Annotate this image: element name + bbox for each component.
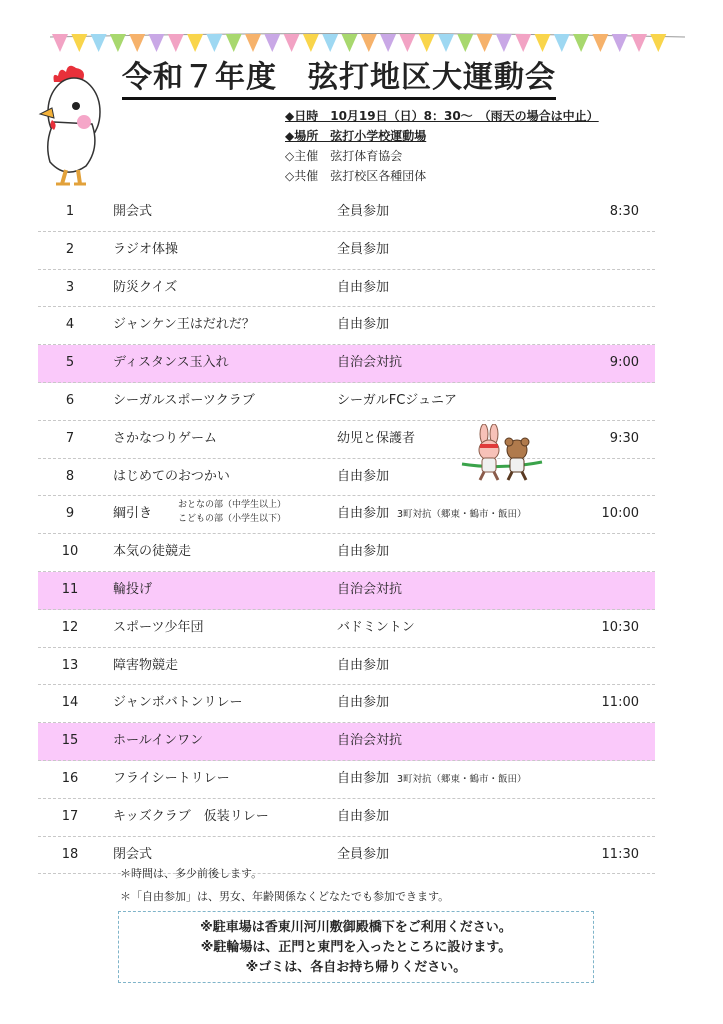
event-number: 3 <box>65 279 75 295</box>
event-name: 障害物競走 <box>113 657 179 673</box>
division-child: こどもの部（小学生以下） <box>178 514 287 525</box>
event-time: 9:00 <box>609 355 639 371</box>
chicken-mascot-icon <box>36 62 116 187</box>
pennant-flag <box>419 34 435 52</box>
pennant-flag <box>554 34 570 52</box>
pennant-flag <box>264 34 280 52</box>
event-category <box>337 383 457 420</box>
pennant-garland <box>0 0 723 60</box>
event-co-organizer: ◇共催 弦打校区各種団体 <box>285 169 427 183</box>
event-category-label: 自由参加 <box>337 770 390 786</box>
pennant-flag <box>187 34 203 52</box>
event-category <box>337 610 415 647</box>
schedule-row <box>38 496 655 534</box>
pennant-flag <box>226 34 242 52</box>
event-name: シーガルスポーツクラブ <box>113 392 255 408</box>
event-category <box>337 421 415 458</box>
event-category-label: シーガルFCジュニア <box>337 392 458 408</box>
footnote-free-participation: ＊「自由参加」は、男女、年齢関係なくどなたでも参加できます。 <box>120 890 450 903</box>
pennant-flag <box>129 34 145 52</box>
program-schedule <box>38 194 655 874</box>
event-number: 7 <box>65 430 75 446</box>
event-note: 3町対抗（郷東・鶴市・飯田） <box>397 509 527 521</box>
event-time: 10:00 <box>601 506 639 522</box>
schedule-row <box>38 459 655 497</box>
event-category <box>337 496 527 533</box>
event-category-label: 自治会対抗 <box>337 355 403 371</box>
event-category-label: 幼児と保護者 <box>337 430 416 446</box>
event-number: 12 <box>61 619 79 635</box>
event-name: ジャンケン王はだれだ？ <box>113 317 255 333</box>
event-time: 10:30 <box>601 619 639 635</box>
event-number: 2 <box>65 241 75 257</box>
event-name: ディスタンス玉入れ <box>113 355 229 371</box>
pennant-flag <box>380 34 396 52</box>
event-place: ◆場所 弦打小学校運動場 <box>285 129 427 143</box>
event-category <box>337 799 389 836</box>
event-number: 4 <box>65 317 75 333</box>
event-date: ◆日時 10月19日（日）8：30～ （雨天の場合は中止） <box>285 109 599 123</box>
event-category <box>337 307 389 344</box>
event-category <box>337 270 389 307</box>
event-number: 11 <box>61 581 79 597</box>
schedule-row <box>38 383 655 421</box>
schedule-row <box>38 194 655 232</box>
pennant-flag <box>438 34 454 52</box>
notice-parking: ※駐車場は香東川河川敷御殿橋下をご利用ください。 <box>200 920 512 935</box>
schedule-row <box>38 534 655 572</box>
pennant-flag <box>206 34 222 52</box>
event-category-label: 全員参加 <box>337 204 390 219</box>
schedule-row <box>38 685 655 723</box>
schedule-row <box>38 572 655 610</box>
event-number: 10 <box>61 544 79 560</box>
event-name: フライシートリレー <box>113 770 230 786</box>
pennant-flag <box>399 34 415 52</box>
event-category <box>337 534 389 571</box>
event-name: 綱引き <box>113 506 153 522</box>
pennant-flag <box>612 34 628 52</box>
event-category-label: 全員参加 <box>337 241 390 257</box>
pennant-flag <box>110 34 126 52</box>
pennant-flag <box>361 34 377 52</box>
event-category-label: 自由参加 <box>337 695 390 711</box>
event-name: ラジオ体操 <box>113 241 179 257</box>
event-number: 16 <box>61 770 79 786</box>
division-adult: おとなの部（中学生以上） <box>178 500 287 511</box>
event-name: キッズクラブ 仮装リレー <box>113 808 269 824</box>
pennant-flag <box>592 34 608 52</box>
schedule-row <box>38 307 655 345</box>
pennant-flag <box>71 34 87 52</box>
event-number: 6 <box>65 392 75 408</box>
event-organizer: ◇主催 弦打体育協会 <box>285 149 403 163</box>
page-title: 令和７年度 弦打地区大運動会 <box>122 60 556 100</box>
pennant-flag <box>573 34 589 52</box>
notice-trash: ※ゴミは、各自お持ち帰りください。 <box>245 960 467 975</box>
event-category-label: 自由参加 <box>337 544 390 560</box>
event-name: 本気の徒競走 <box>113 544 192 560</box>
pennant-flag <box>91 34 107 52</box>
event-name: 輪投げ <box>113 581 153 597</box>
pennant-flag <box>284 34 300 52</box>
event-name: 開会式 <box>113 204 153 219</box>
event-number: 14 <box>61 695 79 711</box>
event-time: 8:30 <box>609 204 639 219</box>
event-category-label: 自由参加 <box>337 468 390 484</box>
event-number: 1 <box>65 204 75 219</box>
event-time: 11:00 <box>601 695 639 711</box>
schedule-row <box>38 799 655 837</box>
event-category-label: 自治会対抗 <box>337 581 403 597</box>
pennant-flag <box>457 34 473 52</box>
schedule-row <box>38 648 655 686</box>
event-name: さかなつりゲーム <box>113 430 218 446</box>
event-name: ホールインワン <box>113 733 204 749</box>
pennant-flag <box>52 34 68 52</box>
event-category-label: 自由参加 <box>337 657 390 673</box>
pennant-flag <box>245 34 261 52</box>
footnote-time: ＊時間は、多少前後します。 <box>120 867 263 880</box>
event-category <box>337 194 389 231</box>
event-name: はじめてのおつかい <box>113 468 230 484</box>
rabbit-bear-race-icon <box>460 424 544 484</box>
event-category <box>337 648 389 685</box>
event-category-label: 全員参加 <box>337 846 390 862</box>
event-number: 15 <box>61 733 79 749</box>
event-category-label: バドミントン <box>337 619 415 635</box>
event-category <box>337 232 389 269</box>
event-divisions <box>178 498 286 526</box>
event-name: ジャンボバトンリレー <box>113 695 243 711</box>
pennant-flag <box>515 34 531 52</box>
event-note: 3町対抗（郷東・鶴市・飯田） <box>397 773 527 785</box>
event-category-label: 自由参加 <box>337 279 390 295</box>
event-category-label: 自治会対抗 <box>337 733 403 749</box>
event-number: 9 <box>65 506 75 522</box>
event-category-label: 自由参加 <box>337 506 390 522</box>
pennant-flag <box>149 34 165 52</box>
event-category-label: 自由参加 <box>337 808 390 824</box>
event-time: 9:30 <box>609 430 639 446</box>
pennant-flag <box>342 34 358 52</box>
pennant-flag <box>535 34 551 52</box>
pennant-flag <box>477 34 493 52</box>
event-category <box>337 723 402 760</box>
pennant-flag <box>322 34 338 52</box>
pennant-flag <box>303 34 319 52</box>
event-name: 閉会式 <box>113 846 153 862</box>
notice-bicycle-parking: ※駐輪場は、正門と東門を入ったところに設けます。 <box>200 940 512 955</box>
event-number: 18 <box>61 846 79 862</box>
pennant-flag <box>650 34 666 52</box>
schedule-row <box>38 421 655 459</box>
notice-box <box>118 911 594 983</box>
pennant-flag <box>631 34 647 52</box>
schedule-row <box>38 345 655 383</box>
event-category <box>337 345 402 382</box>
event-info <box>285 106 599 186</box>
event-category-label: 自由参加 <box>337 317 390 333</box>
event-category <box>337 685 389 722</box>
event-number: 13 <box>61 657 79 673</box>
event-number: 8 <box>65 468 75 484</box>
event-time: 11:30 <box>601 846 639 862</box>
pennant-flag <box>168 34 184 52</box>
event-name: スポーツ少年団 <box>113 619 204 635</box>
schedule-row <box>38 270 655 308</box>
event-number: 17 <box>61 808 79 824</box>
pennant-flag <box>496 34 512 52</box>
schedule-row <box>38 723 655 761</box>
event-name: 防災クイズ <box>113 279 178 295</box>
event-category <box>337 761 527 798</box>
schedule-row <box>38 232 655 270</box>
event-category <box>337 572 402 609</box>
schedule-row <box>38 610 655 648</box>
event-category <box>337 459 389 496</box>
footnotes <box>120 862 449 908</box>
event-number: 5 <box>65 355 75 371</box>
schedule-row <box>38 761 655 799</box>
